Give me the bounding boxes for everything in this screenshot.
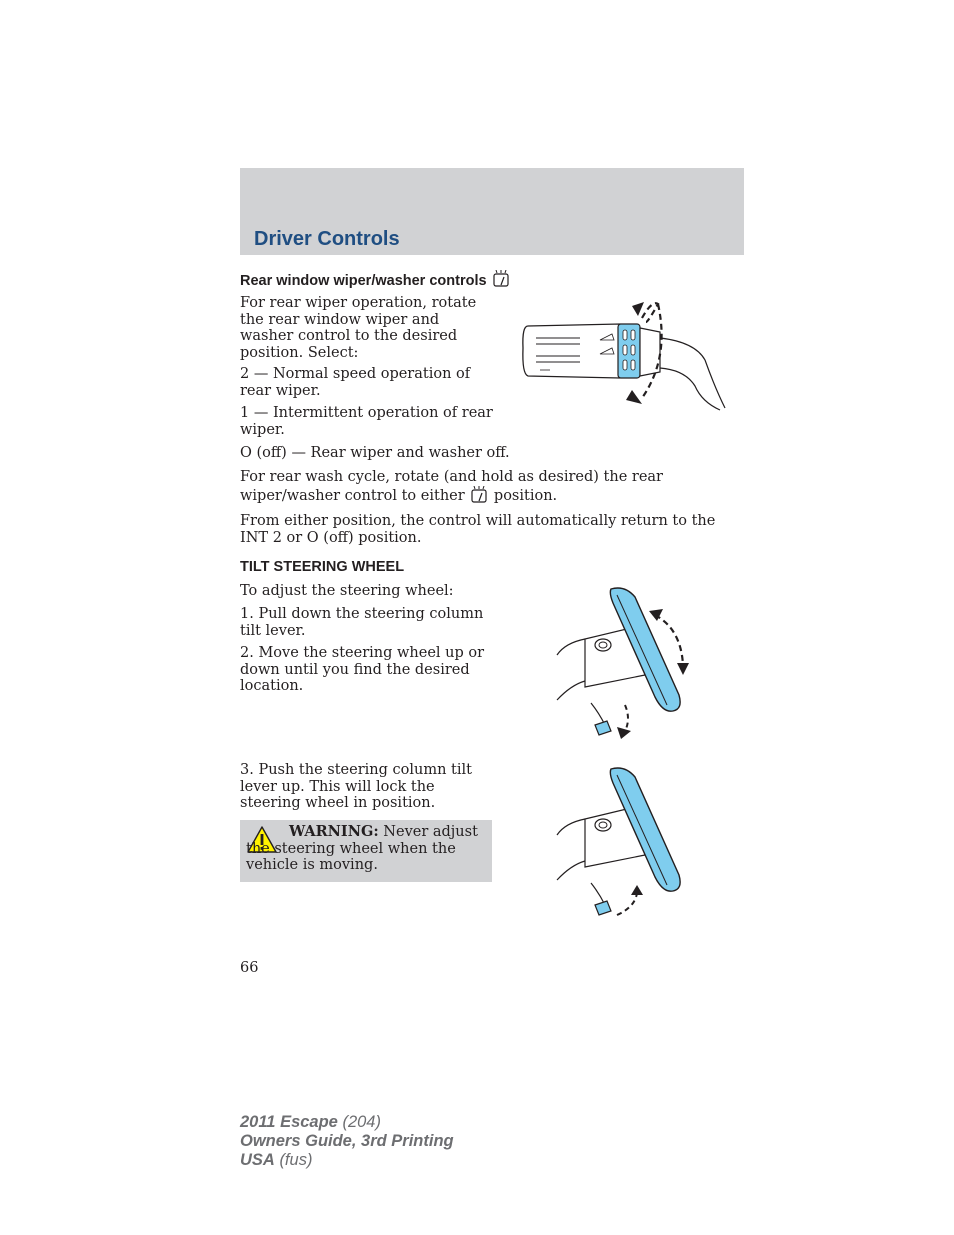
rear-wiper-option-off: O (off) — Rear wiper and washer off.	[240, 445, 510, 461]
tilt-step-3: 3. Push the steering column tilt lever up. This will lock the steering wheel in position.	[240, 762, 472, 811]
rear-washer-icon	[469, 486, 489, 508]
warning-label: WARNING:	[289, 823, 379, 840]
tilt-step-2: 2. Move the steering wheel up or down until you find the desired location.	[240, 645, 485, 694]
steering-wheel-adjust-illustration	[555, 585, 695, 749]
page-number: 66	[240, 960, 259, 976]
warning-message: Never adjust the steering wheel when the vehicle is moving.	[246, 824, 478, 873]
footer-line-3	[240, 1151, 454, 1170]
footer-line-1	[240, 1113, 454, 1132]
rear-wash-text-b: position.	[493, 487, 558, 504]
footer-market: USA	[240, 1151, 275, 1169]
rear-wash-cycle	[240, 469, 740, 507]
rear-wash-text-a: For rear wash cycle, rotate (and hold as desired) the rear wiper/washer control to either	[240, 469, 663, 504]
footer-market-code: (fus)	[279, 1151, 313, 1169]
rear-wiper-return: From either position, the control will automatically return to the INT 2 or O (off) position.	[240, 513, 716, 546]
rear-wiper-intro: For rear wiper operation, rotate the rear window wiper and washer control to the desired position. Select:	[240, 295, 477, 361]
rear-wiper-heading	[240, 270, 511, 292]
footer-line-2	[240, 1132, 454, 1151]
wiper-stalk-illustration	[520, 298, 730, 417]
steering-wheel-lock-illustration	[555, 765, 695, 929]
footer-model-code: (204)	[342, 1113, 381, 1131]
page-title: Driver Controls	[254, 228, 400, 250]
tilt-intro: To adjust the steering wheel:	[240, 583, 454, 599]
footer	[240, 1113, 454, 1170]
rear-washer-icon	[491, 270, 511, 292]
footer-guide: Owners Guide, 3rd Printing	[240, 1132, 454, 1150]
tilt-steering-heading: TILT STEERING WHEEL	[240, 559, 405, 575]
rear-wiper-option-2: 2 — Normal speed operation of rear wiper.	[240, 366, 471, 399]
warning-text	[246, 824, 488, 874]
footer-model: 2011 Escape	[240, 1113, 338, 1131]
rear-wiper-heading-text: Rear window wiper/washer controls	[240, 273, 487, 289]
warning-box	[240, 820, 492, 882]
tilt-step-1: 1. Pull down the steering column tilt lever.	[240, 606, 484, 639]
header-band	[240, 168, 744, 255]
rear-wiper-option-1: 1 — Intermittent operation of rear wiper.	[240, 405, 493, 438]
